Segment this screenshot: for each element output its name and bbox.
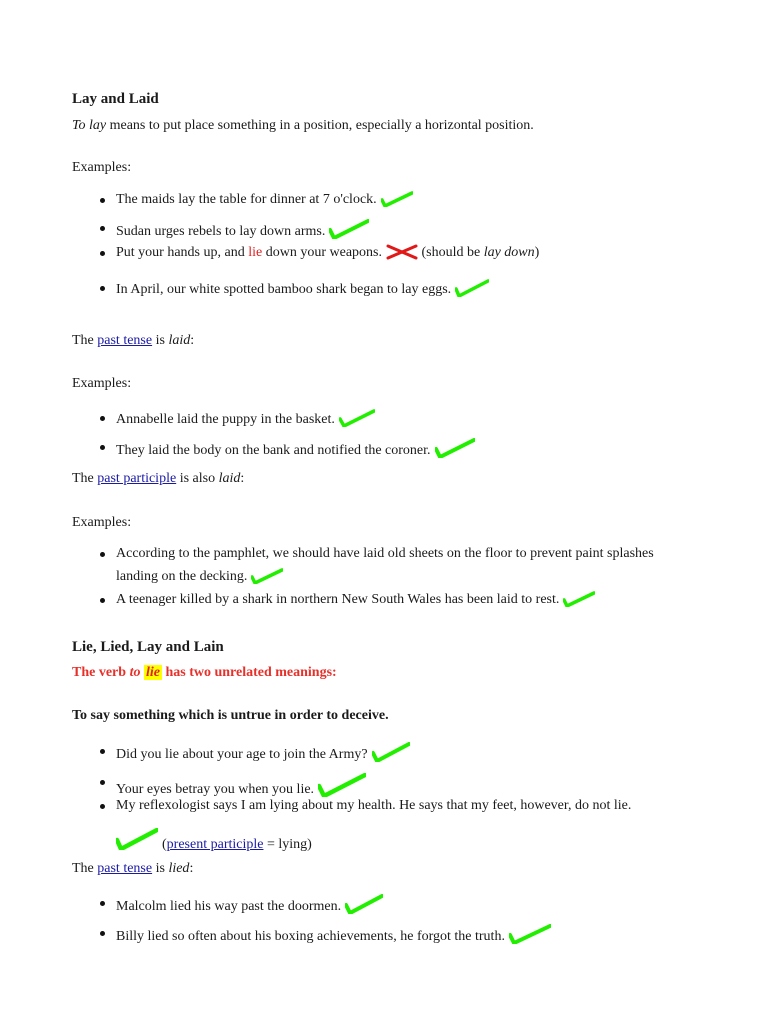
check-mark-icon [339,409,375,427]
term: lied [168,861,190,876]
list-item-continuation [116,568,283,586]
list-item [116,742,410,764]
examples-label: Examples: [72,515,132,530]
examples-label: Examples: [72,160,132,175]
list-item [116,924,551,946]
text: = lying) [263,837,312,852]
text: : [240,471,245,486]
list-item-text: Billy lied so often about his boxing achievements, he forgot the truth. [116,929,505,944]
check-mark-icon [345,894,383,914]
past-tense-link[interactable]: past tense [97,333,153,348]
text: The verb [72,665,130,680]
list-item-text: A teenager killed by a shark in northern New South Wales has been laid to rest. [116,592,560,607]
present-participle-link[interactable]: present participle [166,837,264,852]
check-mark-icon [563,591,595,607]
text: ( [162,837,167,852]
section-title-lie-lied-lay-lain: Lie, Lied, Lay and Lain [72,639,224,655]
list-item [116,591,595,609]
list-item-text: Did you lie about your age to join the Army? [116,747,368,762]
text: : [189,861,194,876]
correction-term: lay down [483,245,535,260]
list-item-text: Put your hands up, and [116,245,249,260]
list-item-text: landing on the decking. [116,569,248,584]
text: The [72,333,98,348]
check-mark-icon [435,438,475,458]
list-item-text: Annabelle laid the puppy in the basket. [116,412,335,427]
check-mark-icon [455,279,489,297]
past-tense-link[interactable]: past tense [97,861,153,876]
list-item [116,797,631,815]
text: The [72,861,98,876]
list-item-text: My reflexologist says I am lying about my health. He says that my feet, however, do not lie. [116,798,632,813]
list-item-text: They laid the body on the bank and notified the coroner. [116,443,431,458]
list-item [116,773,366,799]
lay-definition [72,117,534,135]
check-mark-icon [372,742,410,762]
check-mark-icon [329,219,369,239]
cross-mark-icon [386,244,418,260]
list-item [116,409,375,429]
text: The [72,471,98,486]
list-item [116,894,383,916]
list-item [116,545,654,563]
definition-text: means to put place something in a position, especially a horizontal position. [106,118,534,133]
term: laid [218,471,241,486]
incorrect-word: lie [248,245,263,260]
text: is also [176,471,219,486]
text: is [152,333,169,348]
text: is [152,861,169,876]
past-tense-laid-line [72,332,194,350]
list-item-text: The maids lay the table for dinner at 7 o'clock. [116,192,377,207]
examples-label: Examples: [72,376,132,391]
term: laid [168,333,191,348]
check-mark-icon [251,568,283,584]
list-item-text: Malcolm lied his way past the doormen. [116,899,342,914]
past-participle-laid-line [72,470,244,488]
present-participle-note [116,828,312,854]
correction-note-close: ) [534,245,540,260]
highlighted-word: lie [145,665,160,680]
meaning-one-heading: To say something which is untrue in order to deceive. [72,708,389,723]
list-item [116,279,489,299]
list-item [116,219,369,241]
text: : [190,333,195,348]
list-item-text: According to the pamphlet, we should have laid old sheets on the floor to prevent paint splashes [116,546,654,561]
definition-term: To lay [72,118,107,133]
list-item [116,191,413,209]
list-item-text: In April, our white spotted bamboo shark began to lay eggs. [116,282,452,297]
correction-note: (should be [417,245,484,260]
list-item-text: down your weapons. [262,245,382,260]
past-tense-lied-line [72,860,193,878]
past-participle-link[interactable]: past participle [97,471,177,486]
list-item [116,244,539,262]
text: to [129,665,144,680]
check-mark-icon [318,773,366,797]
list-item-text: Your eyes betray you when you lie. [116,782,315,797]
check-mark-icon [116,828,158,850]
verb-meanings-heading [72,664,337,682]
list-item-text: Sudan urges rebels to lay down arms. [116,224,326,239]
text: has two unrelated meanings: [161,665,337,680]
check-mark-icon [509,924,551,944]
list-item [116,438,475,460]
check-mark-icon [381,191,413,207]
section-title-lay-and-laid: Lay and Laid [72,91,159,107]
